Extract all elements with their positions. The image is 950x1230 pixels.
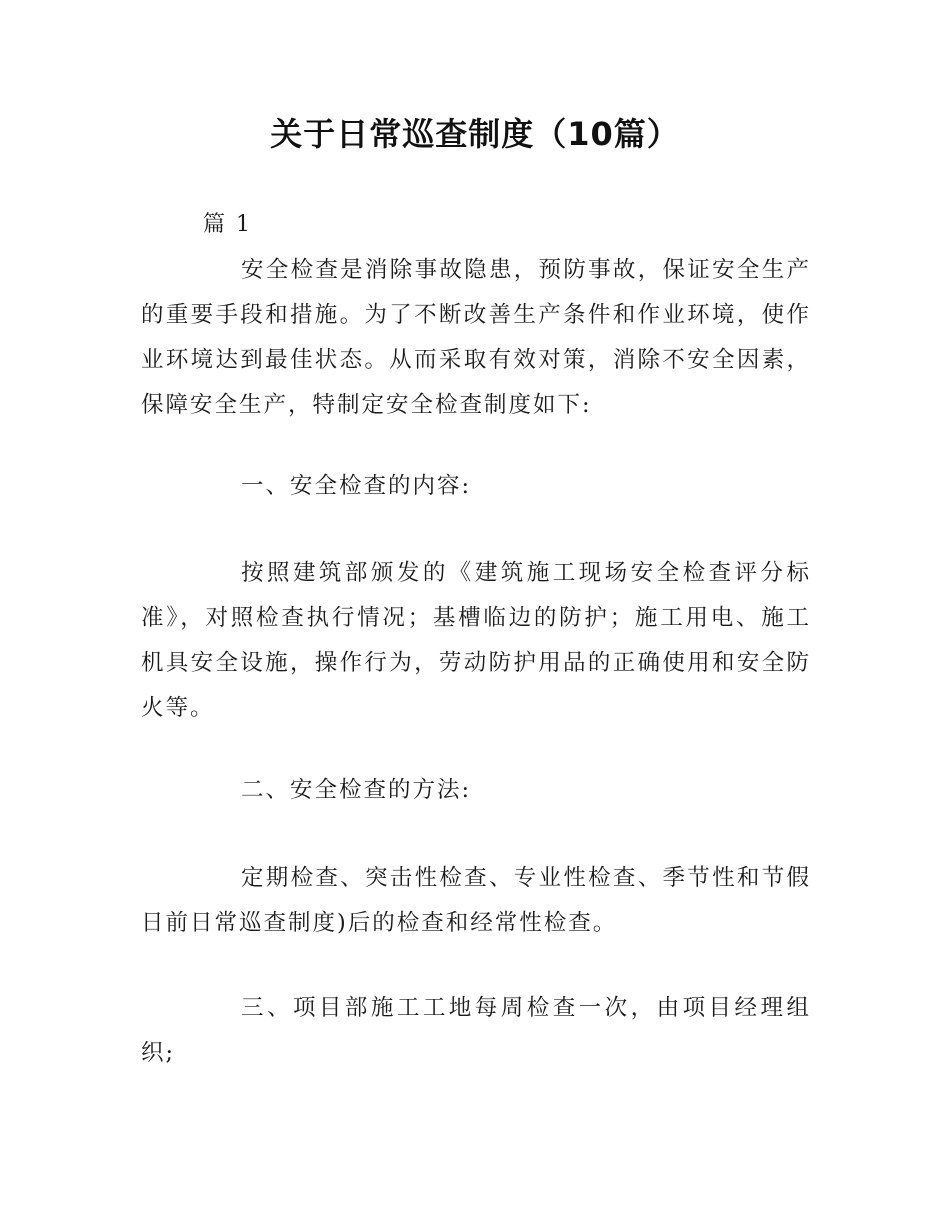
section-label: 篇 1 (203, 212, 252, 237)
document-title: 关于日常巡查制度（10篇） (270, 115, 680, 153)
heading-inspection-method: 二、安全检查的方法: (241, 777, 472, 803)
paragraph-intro: 安全检查是消除事故隐患，预防事故，保证安全生产的重要手段和措施。为了不断改善生产条件和作业环境，使作业环境达到最佳状态。从而采取有效对策，消除不安全因素，保障安全生产，特制定安全检查制度如下: (141, 257, 811, 418)
paragraph-weekly-inspection: 三、项目部施工工地每周检查一次，由项目经理组织; (141, 995, 811, 1066)
heading-inspection-content: 一、安全检查的内容: (241, 473, 472, 499)
paragraph-inspection-content: 按照建筑部颁发的《建筑施工现场安全检查评分标准》，对照检查执行情况；基槽临边的防护；施工用电、施工机具安全设施，操作行为，劳动防护用品的正确使用和安全防火等。 (141, 560, 811, 721)
paragraph-inspection-method: 定期检查、突击性检查、专业性检查、季节性和节假日前日常巡查制度)后的检查和经常性检查。 (141, 865, 811, 936)
